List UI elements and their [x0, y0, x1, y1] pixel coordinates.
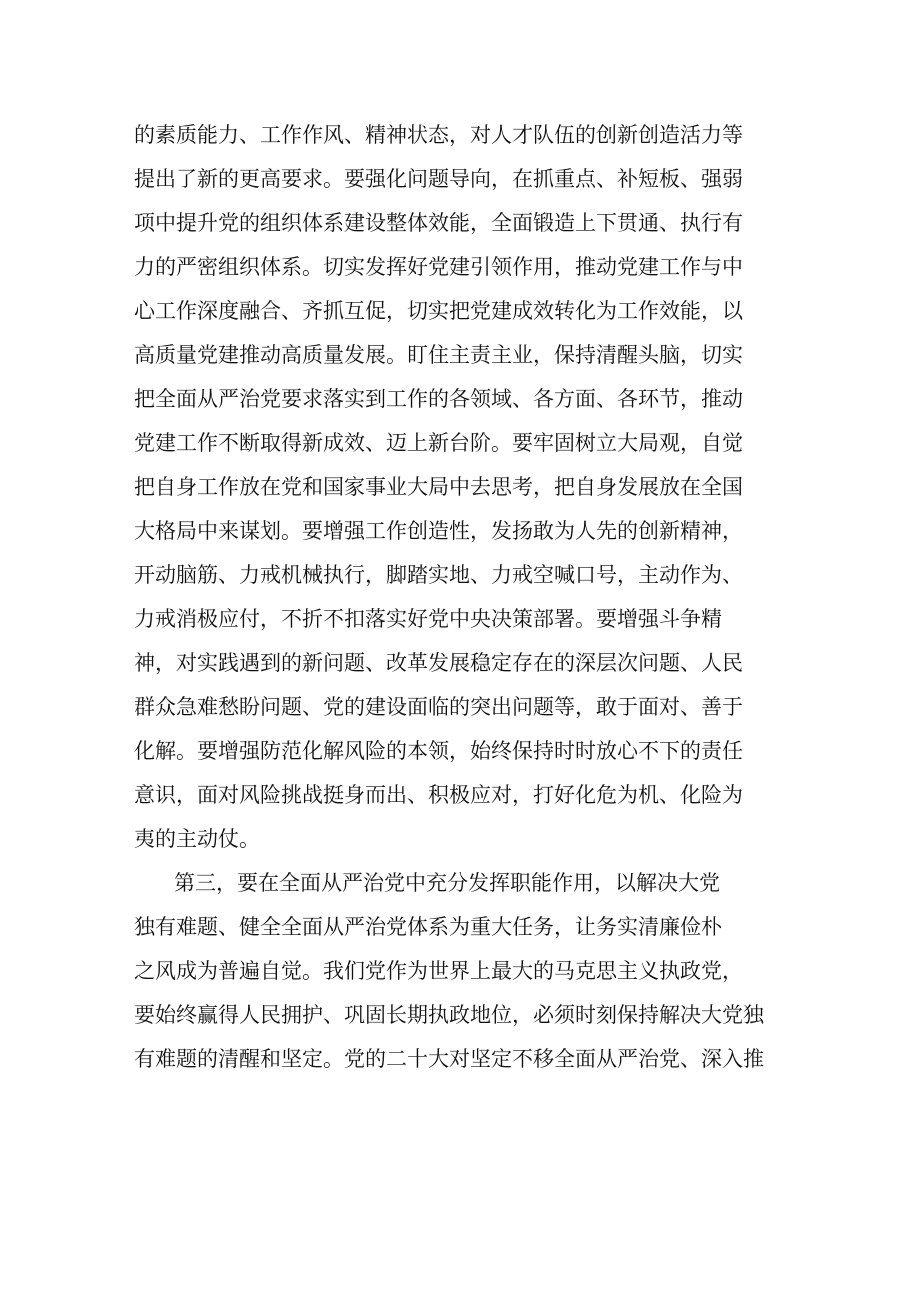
paragraph-line: 独有难题、健全全面从严治党体系为重大任务，让务实清廉俭朴 [134, 915, 722, 939]
paragraph-line: 项中提升党的组织体系建设整体效能，全面锻造上下贯通、执行有 [134, 211, 743, 235]
paragraph-line: 之风成为普遍自觉。我们党作为世界上最大的马克思主义执政党， [134, 959, 743, 983]
paragraph-line: 党建工作不断取得新成效、迈上新台阶。要牢固树立大局观，自觉 [134, 431, 743, 455]
paragraph-line: 高质量党建推动高质量发展。盯住主责主业，保持清醒头脑，切实 [134, 343, 743, 367]
paragraph-1 [134, 113, 794, 861]
paragraph-2 [134, 861, 794, 1081]
paragraph-line: 神，对实践遇到的新问题、改革发展稳定存在的深层次问题、人民 [134, 651, 743, 675]
paragraph-line: 心工作深度融合、齐抓互促，切实把党建成效转化为工作效能，以 [134, 299, 743, 323]
paragraph-line: 意识，面对风险挑战挺身而出、积极应对，打好化危为机、化险为 [134, 783, 743, 807]
paragraph-line: 要始终赢得人民拥护、巩固长期执政地位，必须时刻保持解决大党独 [134, 1003, 764, 1027]
document-body [134, 113, 794, 1081]
paragraph-line: 大格局中来谋划。要增强工作创造性，发扬敢为人先的创新精神， [134, 519, 743, 543]
paragraph-line: 力戒消极应付，不折不扣落实好党中央决策部署。要增强斗争精 [134, 607, 722, 631]
paragraph-line: 有难题的清醒和坚定。党的二十大对坚定不移全面从严治党、深入推 [134, 1047, 764, 1071]
paragraph-line: 提出了新的更高要求。要强化问题导向，在抓重点、补短板、强弱 [134, 167, 743, 191]
paragraph-line: 夷的主动仗。 [134, 827, 260, 851]
paragraph-line: 开动脑筋、力戒机械执行，脚踏实地、力戒空喊口号，主动作为、 [134, 563, 743, 587]
paragraph-line: 的素质能力、工作作风、精神状态，对人才队伍的创新创造活力等 [134, 123, 743, 147]
paragraph-line: 把自身工作放在党和国家事业大局中去思考，把自身发展放在全国 [134, 475, 743, 499]
paragraph-line: 群众急难愁盼问题、党的建设面临的突出问题等，敢于面对、善于 [134, 695, 743, 719]
paragraph-line: 把全面从严治党要求落实到工作的各领域、各方面、各环节，推动 [134, 387, 743, 411]
paragraph-line: 力的严密组织体系。切实发挥好党建引领作用，推动党建工作与中 [134, 255, 743, 279]
paragraph-line: 化解。要增强防范化解风险的本领，始终保持时时放心不下的责任 [134, 739, 743, 763]
paragraph-line: 第三，要在全面从严治党中充分发挥职能作用，以解决大党 [174, 871, 720, 895]
